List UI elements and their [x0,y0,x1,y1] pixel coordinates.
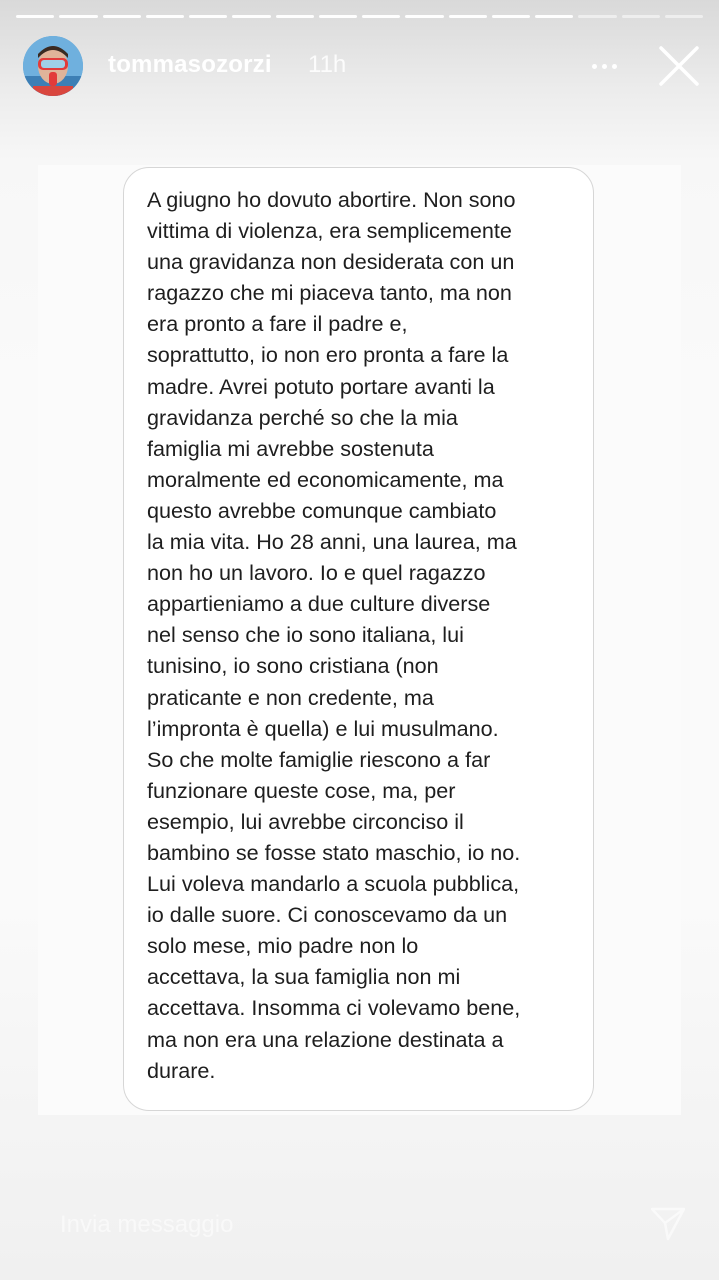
progress-segment [189,15,227,18]
story-progress-bar [16,15,703,18]
question-answer-card [123,167,594,1111]
progress-segment [362,15,400,18]
progress-segment [535,15,573,18]
dot [592,64,597,69]
username[interactable]: tommasozorzi [108,51,272,78]
dot [612,64,617,69]
progress-segment [578,15,616,18]
progress-segment [232,15,270,18]
progress-segment [665,15,703,18]
more-horizontal-icon[interactable] [584,50,624,82]
progress-segment [59,15,97,18]
progress-segment [492,15,530,18]
progress-segment [622,15,660,18]
progress-segment [16,15,54,18]
close-icon[interactable] [656,43,702,89]
dot [602,64,607,69]
progress-segment [276,15,314,18]
progress-segment [449,15,487,18]
progress-segment [146,15,184,18]
progress-segment [103,15,141,18]
answer-text: A giugno ho dovuto abortire. Non sono vittima di violenza, era semplicemente una gravidanza non desiderata con un ragazzo che mi piaceva tanto, ma non era pronto a fare il padre e, soprattutto, io non ero pronta a fare la madre. Avrei potuto portare avanti la gravidanza perché so che la mia famiglia mi avrebbe sostenuta moralmente ed economicamente, ma questo avrebbe comunque cambiato la mia vita. Ho 28 anni, una laurea, ma non ho un lavoro. Io e quel ragazzo appartieniamo a due culture diverse nel senso che io sono italiana, lui tunisino, io sono cristiana (non praticante e non credente, ma l’impronta è quella) e lui musulmano. So che molte famiglie riescono a far funzionare queste cose, ma, per esempio, lui avrebbe circonciso il bambino se fosse stato maschio, io no. Lui voleva mandarlo a scuola pubblica, io dalle suore. Ci conoscevamo da un solo mese, mio padre non lo accettava, la sua famiglia non mi accettava. Insomma ci volevamo bene, ma non era una relazione destinata a durare. [147,187,521,1083]
progress-segment [405,15,443,18]
story-header [23,36,703,96]
send-paper-plane-icon[interactable] [648,1203,688,1243]
progress-segment [319,15,357,18]
story-timestamp: 11h [308,51,347,78]
avatar-image-icon [23,36,83,96]
reply-message-input[interactable]: Invia messaggio [60,1211,234,1238]
avatar[interactable] [23,36,83,96]
